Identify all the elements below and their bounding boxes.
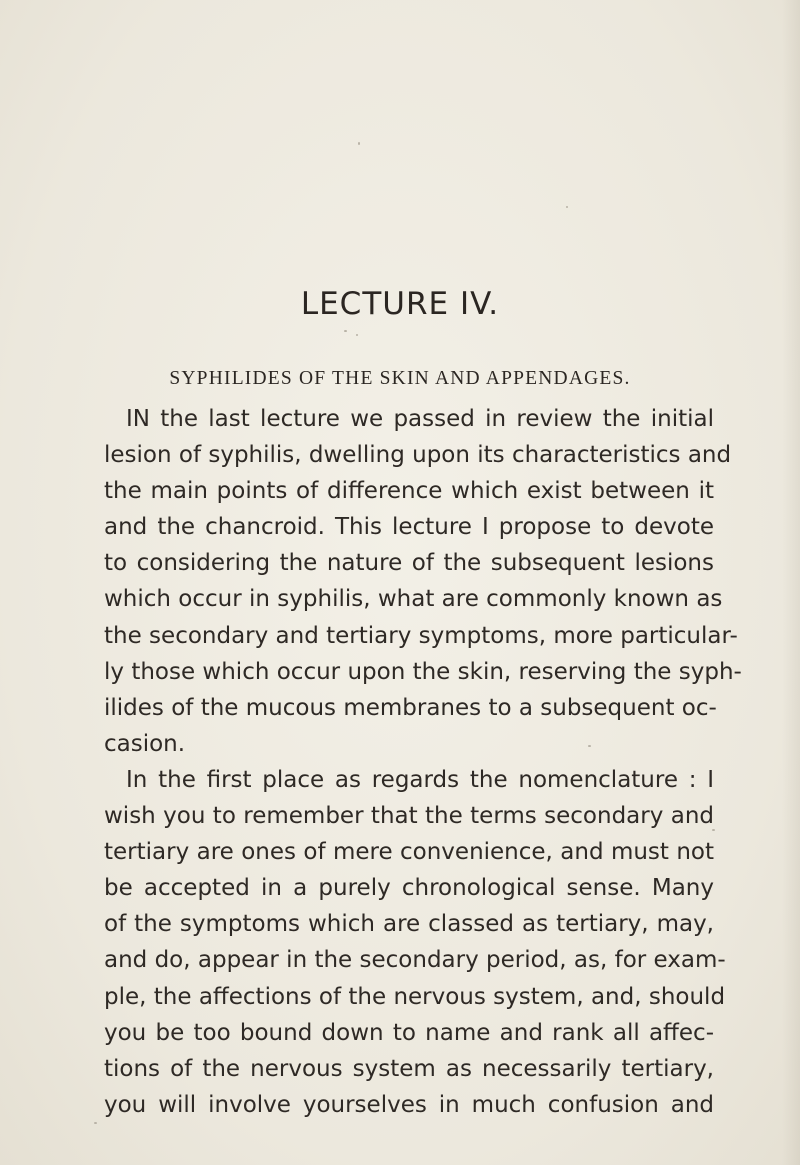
text-line: to considering the nature of the subsequent lesions — [104, 550, 714, 577]
text-line: lesion of syphilis, dwelling upon its characteristics and — [104, 442, 732, 469]
lecture-title: LECTURE IV. — [300, 286, 500, 322]
text-line: casion. — [104, 730, 186, 757]
text-line: you will involve yourselves in much confusion and — [104, 1091, 714, 1118]
paragraph-2 — [104, 762, 726, 1123]
text-line: which occur in syphilis, what are commonly known as — [104, 586, 723, 613]
text-line: you be too bound down to name and rank all affec- — [104, 1019, 714, 1046]
text-line: ilides of the mucous membranes to a subsequent oc- — [104, 694, 717, 721]
lecture-subtitle: SYPHILIDES OF THE SKIN AND APPENDAGES. — [169, 368, 631, 389]
text-line: the main points of difference which exist between it — [104, 478, 714, 505]
text-line: ly those which occur upon the skin, reserving the syph- — [104, 658, 742, 685]
text-line: tertiary are ones of mere convenience, and must not — [104, 839, 714, 866]
text-line: IN the last lecture we passed in review the initial — [126, 406, 714, 432]
paragraph-1 — [104, 401, 742, 762]
text-line: wish you to remember that the terms secondary and — [104, 803, 714, 830]
text-line: of the symptoms which are classed as tertiary, may, — [104, 911, 714, 938]
text-line: ple, the affections of the nervous system, and, should — [104, 983, 726, 1010]
text-line: In the first place as regards the nomenclature : I — [126, 766, 714, 793]
text-line: tions of the nervous system as necessarily tertiary, — [104, 1055, 714, 1082]
page-edge-shadow — [782, 0, 800, 1165]
text-line: be accepted in a purely chronological sense. Many — [104, 875, 714, 902]
text-line: and do, appear in the secondary period, as, for exam- — [104, 947, 726, 974]
body-text — [104, 401, 742, 1123]
text-line: and the chancroid. This lecture I propose to devote — [104, 514, 714, 541]
text-line: the secondary and tertiary symptoms, more particular- — [104, 622, 738, 649]
